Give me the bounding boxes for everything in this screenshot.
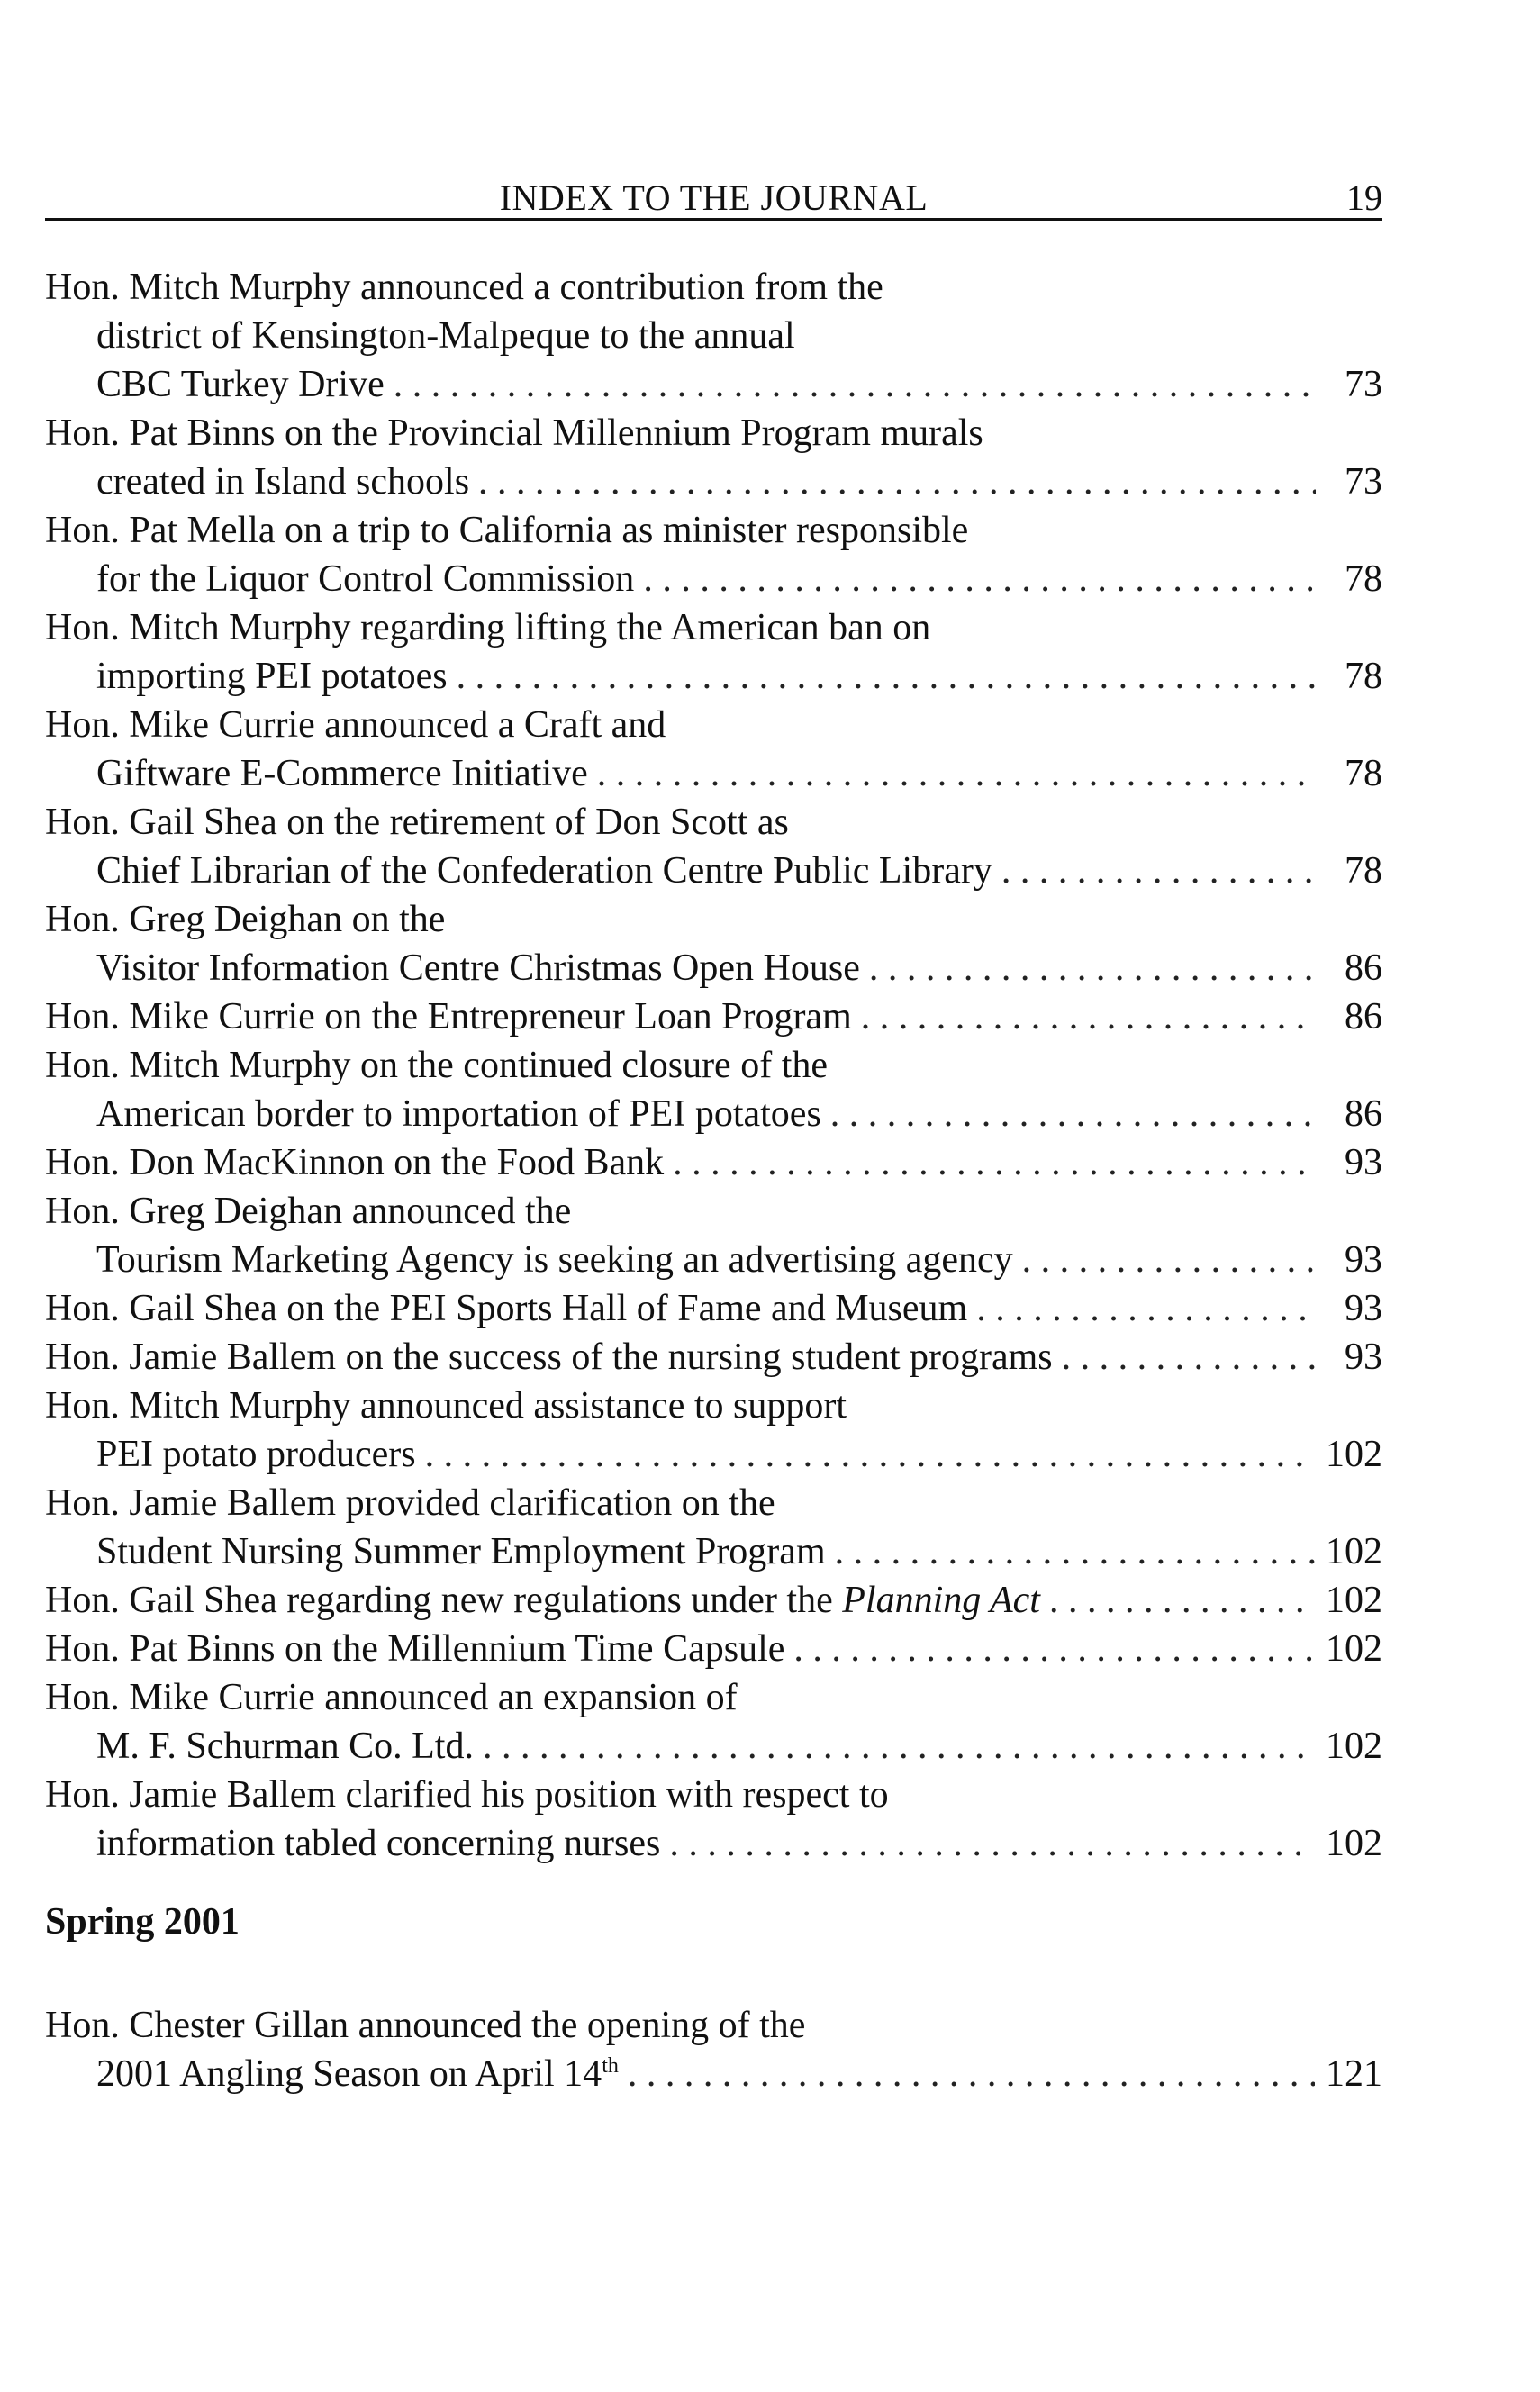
entry-heading-line: [45, 1284, 1382, 1333]
entry-text: Visitor Information Centre Christmas Open House: [96, 947, 860, 989]
entry-heading-line: Hon. Mitch Murphy announced a contribution from the: [45, 267, 883, 308]
entry-text: American border to importation of PEI potatoes: [96, 1093, 821, 1135]
index-entry: [45, 2001, 1382, 2098]
dot-leader: [1040, 1576, 1315, 1625]
entry-page-number: 102: [1326, 1628, 1382, 1670]
entry-heading-line: Hon. Pat Mella on a trip to California as minister responsible: [45, 510, 969, 551]
dot-leader: [967, 1284, 1316, 1333]
entry-text: Tourism Marketing Agency is seeking an advertising agency: [96, 1239, 1013, 1281]
index-entry: [45, 1041, 1382, 1138]
page-title: INDEX TO THE JOURNAL: [499, 177, 929, 218]
index-entry: [45, 1138, 1382, 1187]
index-entry: [45, 1771, 1382, 1868]
index-entry: [45, 1284, 1382, 1333]
entry-page-number: 86: [1345, 947, 1382, 989]
entry-heading-line: Hon. Mitch Murphy regarding lifting the American ban on: [45, 607, 931, 648]
entry-page-number: 102: [1326, 1531, 1382, 1572]
entry-page-number: 102: [1326, 1823, 1382, 1864]
entry-page-number: 78: [1345, 753, 1382, 794]
entry-italic-title: Planning Act: [832, 1580, 1040, 1621]
entry-heading-line: Hon. Jamie Ballem clarified his position with respect to: [45, 1774, 889, 1816]
index-entry: [45, 409, 1382, 506]
entry-text: Hon. Jamie Ballem on the success of the nursing student programs: [45, 1336, 1053, 1378]
entry-continuation-line: [45, 1090, 1382, 1138]
entry-page-number: 102: [1326, 1726, 1382, 1767]
entry-page-number: 73: [1345, 364, 1382, 405]
entry-text: information tabled concerning nurses: [96, 1823, 661, 1864]
entry-text: for the Liquor Control Commission: [96, 558, 635, 600]
dot-leader: [634, 555, 1316, 603]
entry-page-number: 93: [1345, 1288, 1382, 1329]
entry-text: CBC Turkey Drive: [96, 364, 385, 405]
index-entry: [45, 1576, 1382, 1625]
entry-text: Student Nursing Summer Employment Program: [96, 1531, 826, 1572]
entry-continuation-line: [45, 360, 1382, 409]
index-entry: [45, 1187, 1382, 1284]
entry-continuation-line: [45, 458, 1382, 506]
entry-continuation-line: [45, 1819, 1382, 1868]
entry-text: Hon. Gail Shea on the PEI Sports Hall of Fame and Museum: [45, 1288, 968, 1329]
entry-text: Hon. Pat Binns on the Millennium Time Capsule: [45, 1628, 785, 1670]
index-entries: [45, 263, 1382, 1868]
entry-continuation-line: [45, 1722, 1382, 1771]
dot-leader: [826, 1527, 1315, 1576]
entry-page-number: 86: [1345, 996, 1382, 1037]
dot-leader: [588, 749, 1316, 798]
entry-text: Hon. Gail Shea regarding new regulations under the Planning Act: [45, 1580, 1040, 1621]
dot-leader: [469, 458, 1316, 506]
entry-heading-line: Hon. Mike Currie announced an expansion of: [45, 1677, 738, 1718]
dot-leader: [474, 1722, 1315, 1771]
entry-text: Chief Librarian of the Confederation Centre Public Library: [96, 850, 992, 892]
entry-heading-line: Hon. Mike Currie announced a Craft and: [45, 704, 666, 746]
entry-page-number: 121: [1326, 2053, 1382, 2095]
index-entry: [45, 603, 1382, 701]
dot-leader: [784, 1625, 1315, 1673]
entry-text: 2001 Angling Season on April 14th: [96, 2053, 619, 2095]
entry-text: Giftware E-Commerce Initiative: [96, 753, 588, 794]
entry-page-number: 73: [1345, 461, 1382, 503]
dot-leader: [1053, 1333, 1316, 1382]
entry-superscript: th: [602, 2054, 619, 2078]
entry-continuation-line: district of Kensington-Malpeque to the annual: [96, 315, 795, 357]
entry-heading-line: Hon. Greg Deighan on the: [45, 899, 446, 940]
entry-continuation-line: [45, 749, 1382, 798]
entry-text: PEI potato producers: [96, 1434, 416, 1475]
entry-heading-line: Hon. Jamie Ballem provided clarification on the: [45, 1482, 775, 1524]
entry-continuation-line: [45, 1236, 1382, 1284]
dot-leader: [860, 944, 1316, 992]
section-heading: Spring 2001: [45, 1901, 240, 1943]
entry-continuation-line: [45, 555, 1382, 603]
dot-leader: [992, 847, 1316, 895]
dot-leader: [619, 2050, 1315, 2098]
entry-heading-line: [45, 1138, 1382, 1187]
dot-leader: [385, 360, 1316, 409]
entry-page-number: 86: [1345, 1093, 1382, 1135]
entry-continuation-line: [45, 1430, 1382, 1479]
entry-page-number: 102: [1326, 1434, 1382, 1475]
index-entry: [45, 506, 1382, 603]
entry-heading-line: Hon. Greg Deighan announced the: [45, 1191, 572, 1232]
entry-continuation-line: [45, 2050, 1382, 2098]
entry-heading-line: Hon. Gail Shea on the retirement of Don Scott as: [45, 802, 789, 843]
index-entry: [45, 798, 1382, 895]
entry-text: created in Island schools: [96, 461, 470, 503]
dot-leader: [852, 992, 1316, 1041]
entry-heading-line: [45, 1625, 1382, 1673]
entry-page-number: 78: [1345, 656, 1382, 697]
index-entry: [45, 1333, 1382, 1382]
index-entry: [45, 895, 1382, 992]
entry-page-number: 102: [1326, 1580, 1382, 1621]
index-entry: [45, 701, 1382, 798]
entry-continuation-line: [45, 847, 1382, 895]
index-entry: [45, 1673, 1382, 1771]
entry-text: Hon. Don MacKinnon on the Food Bank: [45, 1142, 665, 1183]
entry-heading-line: Hon. Chester Gillan announced the opening of the: [45, 2005, 806, 2046]
entry-continuation-line: [45, 944, 1382, 992]
index-entry: [45, 992, 1382, 1041]
entry-heading-line: [45, 992, 1382, 1041]
entry-text: Hon. Mike Currie on the Entrepreneur Loan Program: [45, 996, 852, 1037]
entry-heading-line: Hon. Mitch Murphy on the continued closure of the: [45, 1045, 828, 1086]
section-entries: [45, 2001, 1382, 2098]
index-entry: [45, 1382, 1382, 1479]
entry-page-number: 93: [1345, 1239, 1382, 1281]
entry-page-number: 78: [1345, 558, 1382, 600]
running-head: [45, 171, 1382, 221]
index-entry: [45, 263, 1382, 409]
entry-text: importing PEI potatoes: [96, 656, 448, 697]
dot-leader: [416, 1430, 1315, 1479]
index-entry: [45, 1479, 1382, 1576]
page-number: 19: [1346, 177, 1382, 218]
index-entry: [45, 1625, 1382, 1673]
dot-leader: [821, 1090, 1316, 1138]
dot-leader: [448, 652, 1316, 701]
entry-page-number: 78: [1345, 850, 1382, 892]
dot-leader: [1013, 1236, 1316, 1284]
entry-heading-line: [45, 1333, 1382, 1382]
entry-text: M. F. Schurman Co. Ltd.: [96, 1726, 474, 1767]
entry-heading-line: [45, 1576, 1382, 1625]
entry-page-number: 93: [1345, 1336, 1382, 1378]
dot-leader: [660, 1819, 1315, 1868]
entry-heading-line: Hon. Mitch Murphy announced assistance to support: [45, 1385, 847, 1427]
dot-leader: [664, 1138, 1316, 1187]
entry-continuation-line: [45, 652, 1382, 701]
entry-page-number: 93: [1345, 1142, 1382, 1183]
entry-heading-line: Hon. Pat Binns on the Provincial Millennium Program murals: [45, 412, 983, 454]
entry-continuation-line: [45, 1527, 1382, 1576]
